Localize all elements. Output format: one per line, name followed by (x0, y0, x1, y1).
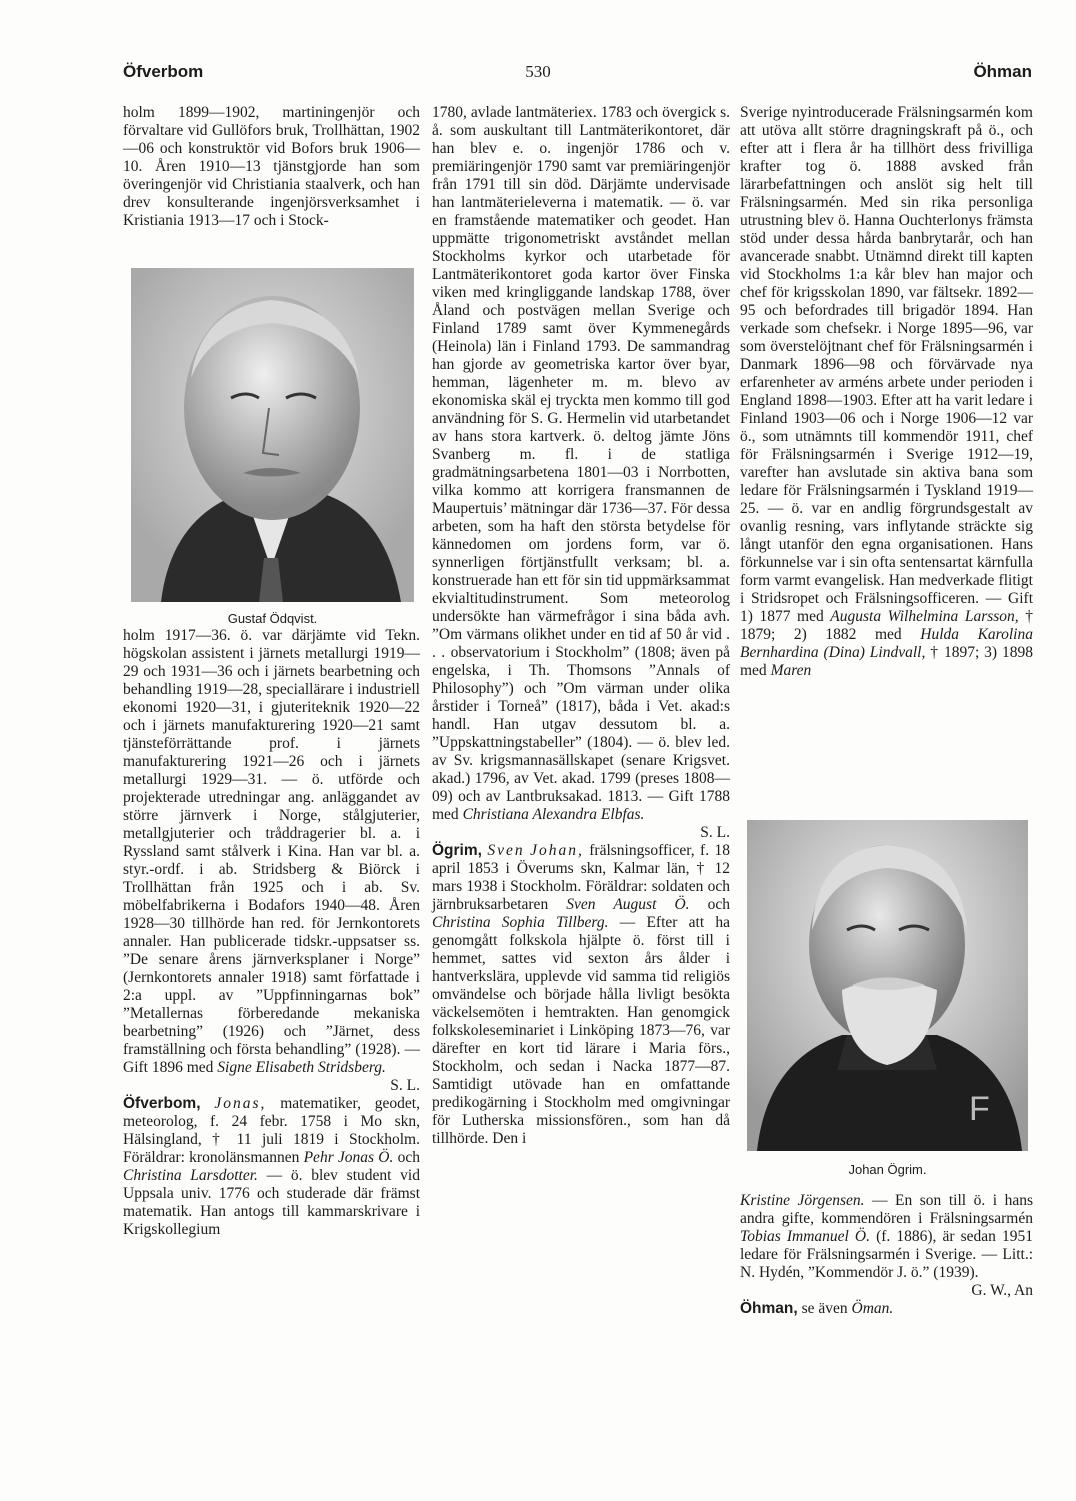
signature: G. W., An (971, 1282, 1033, 1299)
running-head-right: Öhman (973, 62, 1032, 81)
body-text: † 1897; 3) 1898 med (740, 644, 1034, 679)
entry-ohman (740, 1300, 1033, 1318)
spouse-name: Christiana Alexandra Elbfas. (462, 806, 645, 823)
paragraph (123, 627, 420, 1077)
given-name: Sven (487, 842, 525, 859)
page-number: 530 (525, 62, 551, 81)
given-name: Johan, (530, 842, 584, 859)
paragraph (740, 1192, 1033, 1282)
entry-ogrim (432, 842, 730, 1148)
paragraph (740, 104, 1033, 680)
spouse-name: Signe Elisabeth Stridsberg. (217, 1059, 386, 1076)
body-text: — ö. blev student vid Uppsala univ. 1776 och studerade där främst matematik. Han antogs till kammarskrivare i Krigskollegium (123, 1167, 420, 1238)
body-text: matematiker, geodet, meteorolog, f. 24 febr. 1758 i Mo skn, Hälsingland, † 11 juli 1819 i Stockholm. Föräldrar: kronolänsmannen (123, 1095, 420, 1166)
column-1 (123, 104, 420, 230)
spouse-name: Augusta Wilhelmina Larsson, (830, 608, 1019, 625)
photo-caption: Gustaf Ödqvist. (227, 611, 318, 626)
body-text: holm 1917—36. ö. var därjämte vid Tekn. högskolan assistent i järnets metallurgi 1919—29 och 1931—36 och i järnets bearbetning och behandling 1919—28, speciallärare i industriell ekonomi 1920—31, i gjuteriteknik 1920—22 och i järnets manufakturering 1920—21 samt tjänsteförrättande prof. i järnets manufakturering 1921—26 och i järnets metallurgi 1929—31. — ö. utförde och projekterade utredningar ang. anläggandet av större järnverk i Norge, stålgjuterier, metallgjuterier och tråddragerier bl. a. i Ryssland samt stålverk i Kina. Han var bl. a. styr.-ordf. i ab. Stridsberg & Biörck i Trollhättan från 1925 och i ab. Sv. möbelfabrikerna i Bodafors 1940—48. Åren 1928—30 tillhörde han red. för Jernkontorets annaler. Han publicerade tidskr.-uppsatser ss. ”De senare årens järnverksplaner i Norge” (Jernkontorets annaler 1918) samt författade i 2:a uppl. av ”Uppfinningarnas bok” ”Metallernas förberedande mekaniska bearbetning” (1926) och ”Järnet, dess framställning och första behandling” (1928). — Gift 1896 med (123, 627, 420, 1076)
paragraph (432, 104, 730, 824)
body-text: Sverige nyintroducerade Frälsningsarmén kom att utöva allt större dragningskraft på ö., och efter att i flera år ha tillhört dess frivilliga krafter tog ö. 1888 avsked från lärarbefattningen och anslöt sig helt till Frälsningsarmén. Med sin rika personliga utrustning blev ö. Hanna Ouchterlonys främsta stöd under dessa hårda banbrytarår, och han avancerade snabbt. Utnämnd direkt till kapten vid Stockholms 1:a kår blev han major och chef för krigsskolan 1890, var fältsekr. 1892—95 och befordrades till brigadör 1894. Han verkade som chefsekr. i Norge 1895—96, var som överstelöjtnant chef för Frälsningsarmén i Danmark 1896—98 och förvärvade nya erfarenheter av arméns arbete under perioden i England 1898—1903. Efter att ha varit ledare i Finland 1903—06 och i Norge 1906—12 var ö., som utnämnts till kommendör 1911, chef för Frälsningsarmén i Sverige 1912—19, varefter han avslutade sin aktiva bana som ledare för Frälsningsarmén i Tyskland 1919—25. — ö. var en andlig förgrundsgestalt av ovanlig resning, vars inflytande sträckte sig långt utanför den egna organisationen. Hans förkunnelse var i sin ofta sentensartat kärnfulla form varmt evangelisk. Han medverkade flitigt i Stridsropet och Frälsningsofficeren. — Gift 1) 1877 med (740, 104, 1033, 625)
headword: Ögrim, (432, 842, 482, 859)
column-3 (740, 104, 1033, 680)
given-name: Jonas, (214, 1095, 267, 1112)
body-text: (f. 1886), är sedan 1951 ledare för Frälsningsarmén i Sverige. — Litt.: N. Hydén, ”Kommendör J. ö.” (1939). (740, 1228, 1033, 1281)
spouse-name: Maren (770, 662, 812, 679)
headword: Öfverbom, (123, 1095, 201, 1112)
see-also-text: se även (797, 1300, 852, 1317)
running-head-left: Öfverbom (123, 62, 204, 81)
portrait-gustaf-odqvist (131, 268, 414, 602)
spouse-name: Kristine Jörgensen. (740, 1192, 865, 1209)
paragraph: holm 1899—1902, martiningenjör och förvaltare vid Gullöfors bruk, Trollhättan, 1902—06 och konstruktör vid Bofors bruk 1906—10. Åren 1910—13 tjänstgjorde han som överingenjör vid Christiania staalverk, och han drev konsulterande ingenjörsverksamhet i Kristiania 1913—17 och i Stock- (123, 104, 420, 229)
photo-caption: Johan Ögrim. (848, 1162, 927, 1177)
body-text: — En son till ö. i hans andra gifte, kommendören i Frälsningsarmén (740, 1192, 1033, 1227)
signature: S. L. (390, 1077, 420, 1094)
spouse-name: Hulda Karolina Bernhardina (Dina) Lindvall, (740, 626, 1033, 661)
entry-ofverbom-jonas (123, 1095, 420, 1239)
column-1-continued (123, 627, 420, 1239)
parent-name: Christina Larsdotter. (123, 1167, 258, 1184)
portrait-johan-ogrim (747, 820, 1028, 1151)
parent-name: Christina Sophia Tillberg. (432, 914, 609, 931)
body-text: frälsningsofficer, f. 18 april 1853 i Överums skn, Kalmar län, † 12 mars 1938 i Stockholm. Föräldrar: soldaten och järnbruksarbetaren (432, 842, 731, 913)
cross-reference-link[interactable]: Öman. (851, 1300, 894, 1317)
headword: Öhman, (740, 1300, 798, 1317)
collar-letter-f-icon: F (969, 1090, 990, 1128)
body-text: 1780, avlade lantmäteriex. 1783 och övergick s. å. som auskultant till Lantmäterikontoret, där han blev e. o. ingenjör 1786 och v. premiäringenjör 1790 samt var premiäringenjör från 1791 till sin död. Därjämte undervisade han lantmäterieleverna i matematik. — ö. var en framstående matematiker och geodet. Han uppmätte trigonometriskt avståndet mellan Stockholms kyrkor och utarbetade för Lantmäterikontoret goda kartor över Finska viken med kringliggande landskap 1788, över Åland och postvägen mellan Sverige och Finland 1789 samt över Kymmenegårds (Heinola) län i Finland 1793. De sammandrag han gjorde av geometriska kartor över byar, hemman, lägenheter m. m. blevo av ekonomiska skäl ej tryckta men kommo till god användning för S. G. Hermelin vid utarbetandet av hans stora kartverk. ö. deltog jämte Jöns Svanberg m. fl. i de statliga gradmätningsarbetena 1801—03 i Norrbotten, vilka kommo att korrigera fransmannen de Maupertuis’ mätningar där 1736—37. För dessa arbeten, som ha haft den största betydelse för kännedomen om jordens form, var ö. synnerligen förtjänstfullt verksam; bl. a. konstruerade han ett för sin tid uppmärksammat ekvialtitudinstrument. Som meteorolog undersökte han värmefrågor i sina båda avh. ”Om värmans olikhet under en tid af 50 år vid . . . observatorium i Stockholm” (1808; även på engelska, i Th. Thomsons ”Annals of Philosophy”) och ”Om värman under olika årstider i Torneå” (1817), båda i Vet. akad:s handl. Han utgav dessutom bl. a. ”Uppskattningstabeller” (1804). — ö. blev led. av Sv. krigsmannasällskapet (senare Krigsvet. akad.) 1796, av Vet. akad. 1799 (preses 1808—09) och av Lantbruksakad. 1813. — Gift 1788 med (432, 104, 730, 823)
parent-name: Pehr Jonas Ö. (303, 1149, 394, 1166)
conjunction: och (393, 1149, 420, 1166)
column-3-continued (740, 1192, 1033, 1318)
column-2 (432, 104, 730, 1148)
parent-name: Sven August Ö. (566, 896, 690, 913)
body-text: — Efter att ha genomgått folkskola hjälpte ö. först till i hemmet, sattes vid sexton års ålder i hantverkslära, upplevde vid samma tid religiös omvändelse och började hålla livligt besökta väckelsemöten i hemtrakten. Han genomgick folkskoleseminariet i Linköping 1873—76, var därefter en kort tid lärare i Maria förs., Stockholm, och sedan i Nacka 1877—87. Samtidigt utövade han en omfattande predikogärning i Stockholm med omgivningar för Lutherska missionsfören., som han då tillhörde. Den i (432, 914, 730, 1147)
signature: S. L. (700, 824, 730, 841)
son-name: Tobias Immanuel Ö. (740, 1228, 871, 1245)
conjunction: och (689, 896, 730, 913)
body-text: † 1879; 2) 1882 med (740, 608, 1033, 643)
